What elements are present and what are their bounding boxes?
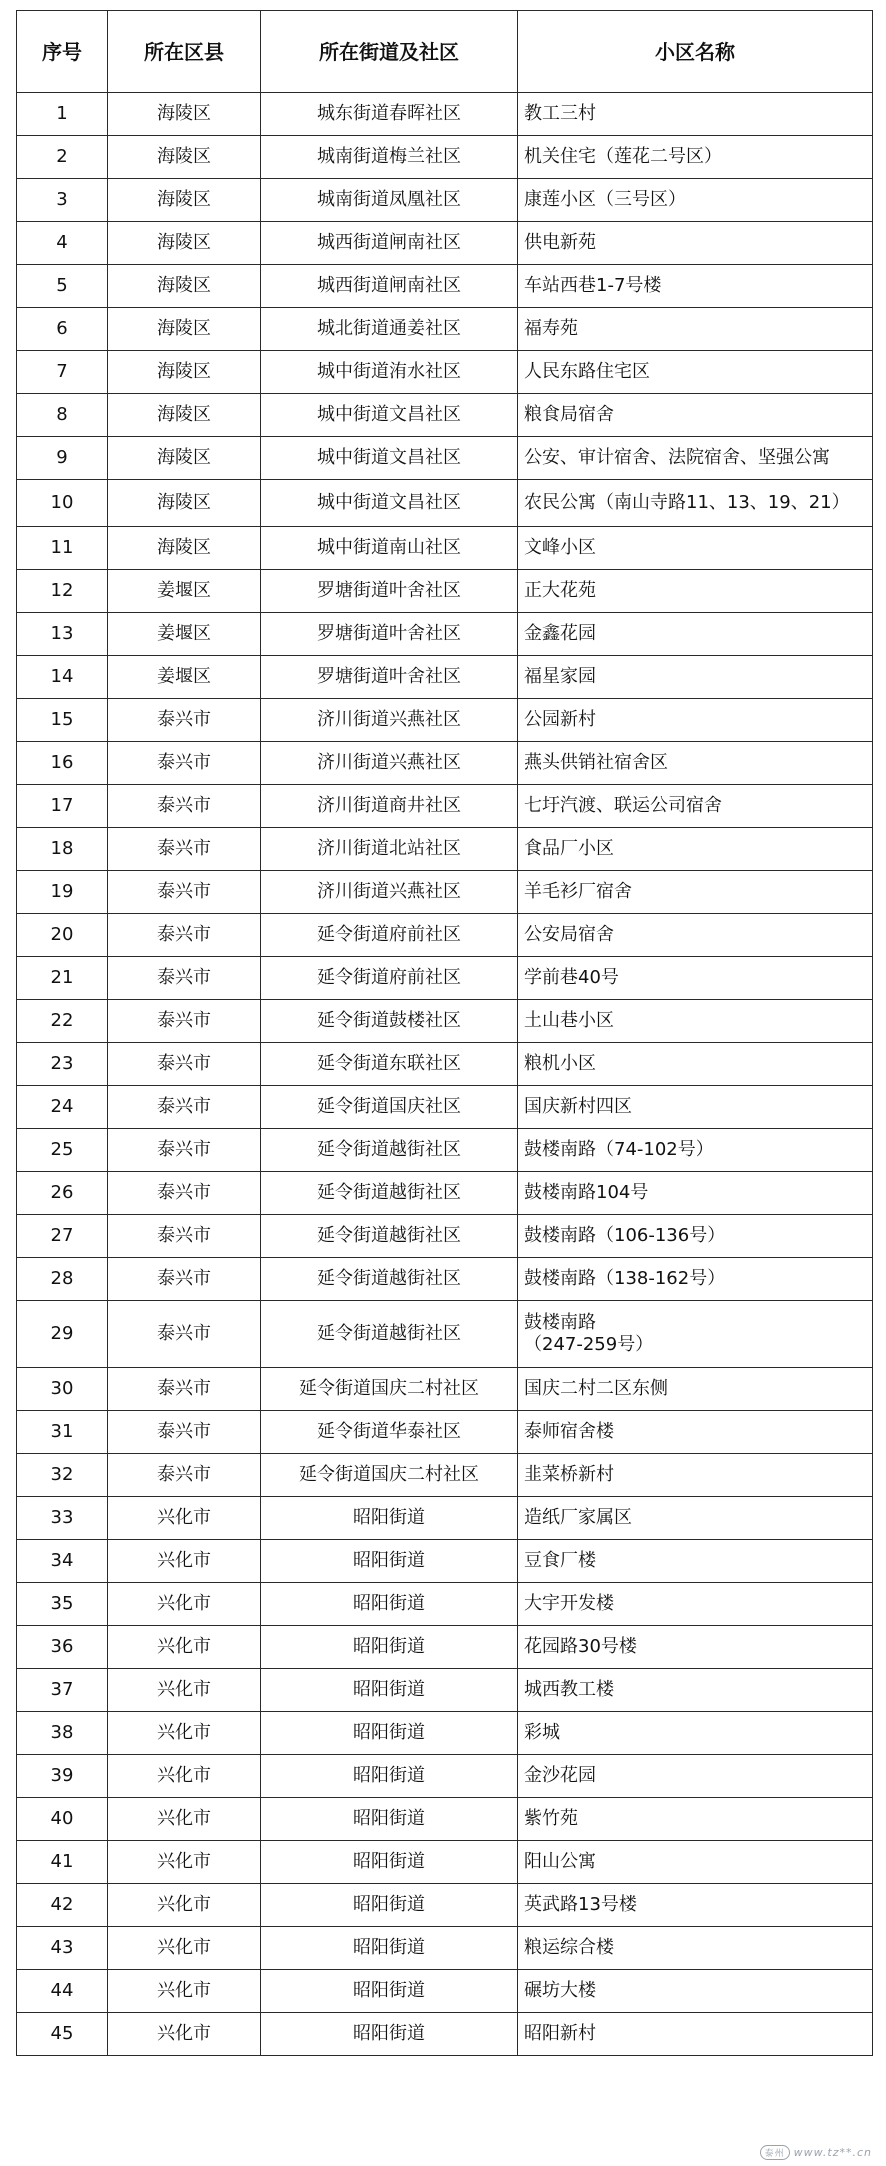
table-row <box>17 742 873 785</box>
cell-street-community: 城北街道通姜社区 <box>261 308 518 351</box>
table-row <box>17 222 873 265</box>
table-row <box>17 699 873 742</box>
cell-street-community: 延令街道越街社区 <box>261 1258 518 1301</box>
watermark-badge: 泰州 <box>760 2145 790 2160</box>
cell-street-community: 罗塘街道叶舍社区 <box>261 656 518 699</box>
cell-district: 泰兴市 <box>108 1454 261 1497</box>
table-row <box>17 570 873 613</box>
table-row <box>17 1669 873 1712</box>
cell-district: 兴化市 <box>108 1927 261 1970</box>
table-row <box>17 656 873 699</box>
cell-street-community: 延令街道华泰社区 <box>261 1411 518 1454</box>
cell-serial-number: 40 <box>17 1798 108 1841</box>
table-row <box>17 351 873 394</box>
cell-street-community: 城西街道闸南社区 <box>261 265 518 308</box>
cell-residential-area: 碾坊大楼 <box>518 1970 873 2013</box>
cell-district: 海陵区 <box>108 351 261 394</box>
cell-residential-area: 紫竹苑 <box>518 1798 873 1841</box>
cell-street-community: 延令街道越街社区 <box>261 1301 518 1368</box>
cell-street-community: 济川街道兴燕社区 <box>261 871 518 914</box>
cell-serial-number: 38 <box>17 1712 108 1755</box>
cell-residential-area: 泰师宿舍楼 <box>518 1411 873 1454</box>
table-row <box>17 394 873 437</box>
cell-serial-number: 17 <box>17 785 108 828</box>
table-row <box>17 1712 873 1755</box>
cell-residential-area: 鼓楼南路（74-102号） <box>518 1129 873 1172</box>
cell-residential-area: 人民东路住宅区 <box>518 351 873 394</box>
cell-street-community: 昭阳街道 <box>261 1669 518 1712</box>
cell-serial-number: 39 <box>17 1755 108 1798</box>
cell-street-community: 济川街道兴燕社区 <box>261 742 518 785</box>
cell-district: 兴化市 <box>108 1669 261 1712</box>
cell-district: 海陵区 <box>108 308 261 351</box>
cell-serial-number: 26 <box>17 1172 108 1215</box>
cell-serial-number: 8 <box>17 394 108 437</box>
cell-street-community: 昭阳街道 <box>261 2013 518 2056</box>
cell-serial-number: 37 <box>17 1669 108 1712</box>
table-row <box>17 93 873 136</box>
cell-street-community: 延令街道越街社区 <box>261 1172 518 1215</box>
header-street-community: 所在街道及社区 <box>261 11 518 93</box>
cell-district: 兴化市 <box>108 1712 261 1755</box>
cell-district: 海陵区 <box>108 265 261 308</box>
cell-residential-area: 粮运综合楼 <box>518 1927 873 1970</box>
cell-serial-number: 36 <box>17 1626 108 1669</box>
cell-street-community: 延令街道府前社区 <box>261 957 518 1000</box>
cell-district: 海陵区 <box>108 527 261 570</box>
cell-residential-area: 大宇开发楼 <box>518 1583 873 1626</box>
cell-residential-area: 食品厂小区 <box>518 828 873 871</box>
cell-street-community: 城西街道闸南社区 <box>261 222 518 265</box>
cell-district: 泰兴市 <box>108 1301 261 1368</box>
cell-serial-number: 7 <box>17 351 108 394</box>
cell-residential-area: 鼓楼南路（106-136号） <box>518 1215 873 1258</box>
cell-district: 泰兴市 <box>108 914 261 957</box>
cell-serial-number: 16 <box>17 742 108 785</box>
cell-residential-area: 学前巷40号 <box>518 957 873 1000</box>
cell-district: 兴化市 <box>108 1755 261 1798</box>
cell-serial-number: 35 <box>17 1583 108 1626</box>
table-row <box>17 1583 873 1626</box>
cell-district: 泰兴市 <box>108 785 261 828</box>
cell-residential-area: 机关住宅（莲花二号区） <box>518 136 873 179</box>
table-row <box>17 179 873 222</box>
cell-serial-number: 21 <box>17 957 108 1000</box>
table-row <box>17 1258 873 1301</box>
cell-district: 海陵区 <box>108 93 261 136</box>
cell-street-community: 济川街道北站社区 <box>261 828 518 871</box>
table-row <box>17 527 873 570</box>
cell-district: 泰兴市 <box>108 1215 261 1258</box>
cell-street-community: 城南街道梅兰社区 <box>261 136 518 179</box>
table-header-row <box>17 11 873 93</box>
cell-district: 海陵区 <box>108 480 261 527</box>
table-row <box>17 785 873 828</box>
cell-residential-area: 燕头供销社宿舍区 <box>518 742 873 785</box>
table-row <box>17 437 873 480</box>
table-row <box>17 1626 873 1669</box>
cell-residential-area: 昭阳新村 <box>518 2013 873 2056</box>
cell-serial-number: 27 <box>17 1215 108 1258</box>
cell-residential-area: 金鑫花园 <box>518 613 873 656</box>
cell-residential-area: 鼓楼南路（138-162号） <box>518 1258 873 1301</box>
cell-street-community: 昭阳街道 <box>261 1970 518 2013</box>
residential-area-table <box>16 10 873 2056</box>
cell-serial-number: 15 <box>17 699 108 742</box>
cell-district: 泰兴市 <box>108 871 261 914</box>
header-district: 所在区县 <box>108 11 261 93</box>
cell-residential-area: 正大花苑 <box>518 570 873 613</box>
cell-residential-area: 福星家园 <box>518 656 873 699</box>
cell-serial-number: 19 <box>17 871 108 914</box>
table-row <box>17 1301 873 1368</box>
cell-district: 海陵区 <box>108 394 261 437</box>
cell-residential-area: 粮机小区 <box>518 1043 873 1086</box>
cell-serial-number: 32 <box>17 1454 108 1497</box>
cell-serial-number: 2 <box>17 136 108 179</box>
cell-district: 兴化市 <box>108 2013 261 2056</box>
cell-street-community: 昭阳街道 <box>261 1497 518 1540</box>
cell-street-community: 昭阳街道 <box>261 1798 518 1841</box>
cell-residential-area: 公园新村 <box>518 699 873 742</box>
cell-district: 海陵区 <box>108 136 261 179</box>
cell-serial-number: 43 <box>17 1927 108 1970</box>
cell-serial-number: 6 <box>17 308 108 351</box>
cell-serial-number: 22 <box>17 1000 108 1043</box>
table-row <box>17 1927 873 1970</box>
cell-serial-number: 25 <box>17 1129 108 1172</box>
table-row <box>17 1086 873 1129</box>
table-row <box>17 828 873 871</box>
table-row <box>17 1884 873 1927</box>
watermark-text: www.tz**.cn <box>793 2146 872 2159</box>
cell-residential-area: 国庆新村四区 <box>518 1086 873 1129</box>
cell-serial-number: 11 <box>17 527 108 570</box>
table-row <box>17 1540 873 1583</box>
cell-street-community: 昭阳街道 <box>261 1626 518 1669</box>
cell-street-community: 济川街道商井社区 <box>261 785 518 828</box>
cell-serial-number: 4 <box>17 222 108 265</box>
cell-serial-number: 42 <box>17 1884 108 1927</box>
cell-district: 泰兴市 <box>108 742 261 785</box>
cell-district: 姜堰区 <box>108 570 261 613</box>
table-row <box>17 1970 873 2013</box>
cell-residential-area: 国庆二村二区东侧 <box>518 1368 873 1411</box>
cell-district: 泰兴市 <box>108 1411 261 1454</box>
cell-residential-area: 金沙花园 <box>518 1755 873 1798</box>
table-row <box>17 613 873 656</box>
cell-district: 兴化市 <box>108 1497 261 1540</box>
table-row <box>17 1368 873 1411</box>
cell-serial-number: 34 <box>17 1540 108 1583</box>
cell-street-community: 昭阳街道 <box>261 1884 518 1927</box>
cell-serial-number: 28 <box>17 1258 108 1301</box>
cell-district: 海陵区 <box>108 222 261 265</box>
cell-district: 泰兴市 <box>108 1258 261 1301</box>
table-row <box>17 957 873 1000</box>
cell-residential-area: 供电新苑 <box>518 222 873 265</box>
cell-residential-area: 七圩汽渡、联运公司宿舍 <box>518 785 873 828</box>
cell-street-community: 延令街道府前社区 <box>261 914 518 957</box>
cell-street-community: 延令街道国庆社区 <box>261 1086 518 1129</box>
cell-street-community: 城中街道南山社区 <box>261 527 518 570</box>
cell-district: 泰兴市 <box>108 1129 261 1172</box>
cell-serial-number: 24 <box>17 1086 108 1129</box>
table-row <box>17 136 873 179</box>
cell-residential-area: 粮食局宿舍 <box>518 394 873 437</box>
cell-residential-area: 韭菜桥新村 <box>518 1454 873 1497</box>
cell-street-community: 延令街道越街社区 <box>261 1129 518 1172</box>
cell-district: 兴化市 <box>108 1884 261 1927</box>
cell-residential-area: 车站西巷1-7号楼 <box>518 265 873 308</box>
cell-district: 兴化市 <box>108 1583 261 1626</box>
cell-serial-number: 29 <box>17 1301 108 1368</box>
cell-street-community: 昭阳街道 <box>261 1583 518 1626</box>
cell-district: 兴化市 <box>108 1540 261 1583</box>
cell-street-community: 城中街道文昌社区 <box>261 480 518 527</box>
cell-residential-area: 城西教工楼 <box>518 1669 873 1712</box>
cell-street-community: 罗塘街道叶舍社区 <box>261 613 518 656</box>
cell-serial-number: 31 <box>17 1411 108 1454</box>
table-row <box>17 308 873 351</box>
table-row <box>17 1000 873 1043</box>
table-row <box>17 1043 873 1086</box>
cell-district: 兴化市 <box>108 1841 261 1884</box>
cell-residential-area: 英武路13号楼 <box>518 1884 873 1927</box>
cell-residential-area: 文峰小区 <box>518 527 873 570</box>
table-row <box>17 914 873 957</box>
table-row <box>17 1454 873 1497</box>
cell-serial-number: 45 <box>17 2013 108 2056</box>
cell-residential-area: 花园路30号楼 <box>518 1626 873 1669</box>
cell-district: 泰兴市 <box>108 1000 261 1043</box>
cell-street-community: 罗塘街道叶舍社区 <box>261 570 518 613</box>
cell-street-community: 昭阳街道 <box>261 1540 518 1583</box>
cell-serial-number: 30 <box>17 1368 108 1411</box>
cell-residential-area: 教工三村 <box>518 93 873 136</box>
cell-serial-number: 12 <box>17 570 108 613</box>
cell-residential-area: 康莲小区（三号区） <box>518 179 873 222</box>
cell-district: 海陵区 <box>108 437 261 480</box>
cell-street-community: 城南街道凤凰社区 <box>261 179 518 222</box>
cell-serial-number: 1 <box>17 93 108 136</box>
cell-serial-number: 41 <box>17 1841 108 1884</box>
cell-street-community: 延令街道越街社区 <box>261 1215 518 1258</box>
cell-street-community: 昭阳街道 <box>261 1841 518 1884</box>
cell-residential-area: 豆食厂楼 <box>518 1540 873 1583</box>
cell-district: 泰兴市 <box>108 1368 261 1411</box>
cell-serial-number: 14 <box>17 656 108 699</box>
table-row <box>17 1411 873 1454</box>
cell-street-community: 延令街道鼓楼社区 <box>261 1000 518 1043</box>
table-row <box>17 1755 873 1798</box>
cell-residential-area: 农民公寓（南山寺路11、13、19、21） <box>518 480 873 527</box>
cell-residential-area: 彩城 <box>518 1712 873 1755</box>
cell-serial-number: 20 <box>17 914 108 957</box>
cell-district: 姜堰区 <box>108 613 261 656</box>
cell-district: 姜堰区 <box>108 656 261 699</box>
cell-street-community: 延令街道东联社区 <box>261 1043 518 1086</box>
table-row <box>17 1215 873 1258</box>
cell-serial-number: 9 <box>17 437 108 480</box>
cell-street-community: 济川街道兴燕社区 <box>261 699 518 742</box>
cell-serial-number: 10 <box>17 480 108 527</box>
cell-residential-area: 公安、审计宿舍、法院宿舍、坚强公寓 <box>518 437 873 480</box>
cell-district: 海陵区 <box>108 179 261 222</box>
cell-street-community: 城东街道春晖社区 <box>261 93 518 136</box>
cell-district: 泰兴市 <box>108 828 261 871</box>
table-row <box>17 480 873 527</box>
cell-district: 泰兴市 <box>108 1172 261 1215</box>
cell-serial-number: 5 <box>17 265 108 308</box>
cell-residential-area: 公安局宿舍 <box>518 914 873 957</box>
cell-district: 兴化市 <box>108 1970 261 2013</box>
cell-district: 泰兴市 <box>108 957 261 1000</box>
cell-district: 泰兴市 <box>108 1043 261 1086</box>
table-row <box>17 1129 873 1172</box>
cell-serial-number: 23 <box>17 1043 108 1086</box>
cell-street-community: 昭阳街道 <box>261 1755 518 1798</box>
cell-district: 泰兴市 <box>108 1086 261 1129</box>
cell-serial-number: 13 <box>17 613 108 656</box>
table-row <box>17 1798 873 1841</box>
cell-serial-number: 33 <box>17 1497 108 1540</box>
cell-district: 兴化市 <box>108 1626 261 1669</box>
cell-serial-number: 3 <box>17 179 108 222</box>
cell-residential-area: 鼓楼南路104号 <box>518 1172 873 1215</box>
cell-street-community: 城中街道文昌社区 <box>261 394 518 437</box>
cell-street-community: 延令街道国庆二村社区 <box>261 1368 518 1411</box>
cell-district: 兴化市 <box>108 1798 261 1841</box>
cell-street-community: 昭阳街道 <box>261 1927 518 1970</box>
table-row <box>17 1172 873 1215</box>
cell-street-community: 城中街道文昌社区 <box>261 437 518 480</box>
cell-district: 泰兴市 <box>108 699 261 742</box>
header-residential-area: 小区名称 <box>518 11 873 93</box>
cell-serial-number: 18 <box>17 828 108 871</box>
cell-residential-area: 阳山公寓 <box>518 1841 873 1884</box>
header-serial-number: 序号 <box>17 11 108 93</box>
cell-residential-area: 土山巷小区 <box>518 1000 873 1043</box>
table-row <box>17 2013 873 2056</box>
table-row <box>17 1841 873 1884</box>
cell-residential-area: 鼓楼南路 （247-259号） <box>518 1301 873 1368</box>
table-row <box>17 871 873 914</box>
cell-residential-area: 羊毛衫厂宿舍 <box>518 871 873 914</box>
cell-residential-area: 造纸厂家属区 <box>518 1497 873 1540</box>
watermark <box>760 2145 872 2160</box>
cell-serial-number: 44 <box>17 1970 108 2013</box>
table-row <box>17 1497 873 1540</box>
cell-street-community: 城中街道洧水社区 <box>261 351 518 394</box>
table-row <box>17 265 873 308</box>
cell-street-community: 延令街道国庆二村社区 <box>261 1454 518 1497</box>
cell-street-community: 昭阳街道 <box>261 1712 518 1755</box>
cell-residential-area: 福寿苑 <box>518 308 873 351</box>
